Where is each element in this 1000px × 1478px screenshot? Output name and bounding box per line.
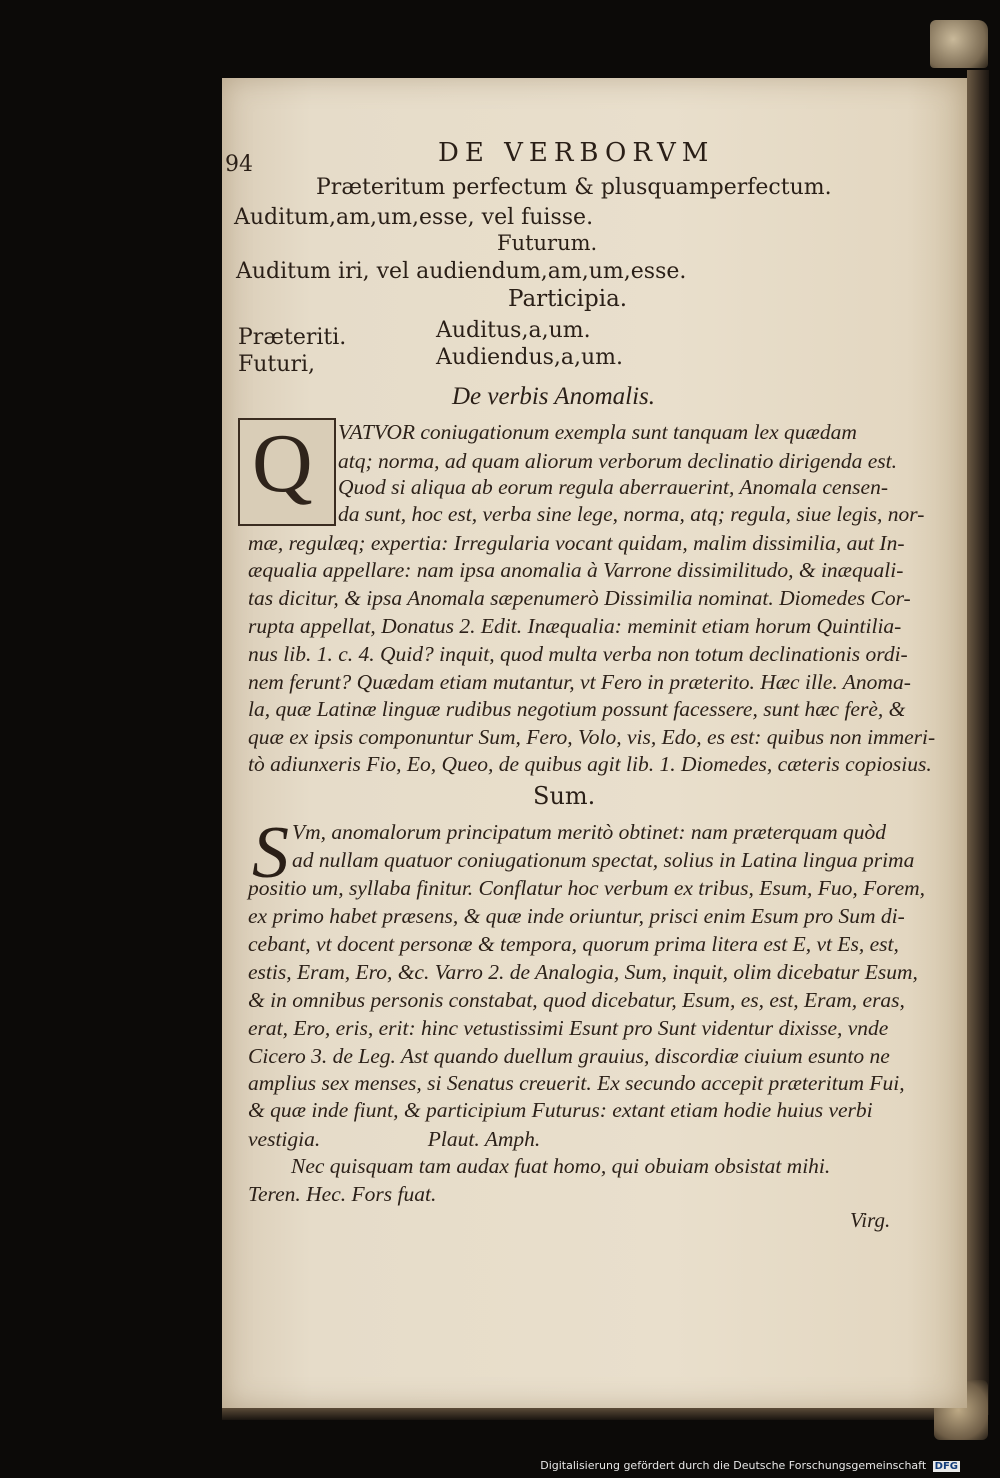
perfect-heading: Præteritum perfectum & plusquamperfectum.: [316, 175, 832, 200]
text-line: & in omnibus personis constabat, quod dicebatur, Esum, es, est, Eram, eras,: [248, 988, 905, 1012]
text-line: vestigia. Plaut. Amph.: [248, 1127, 541, 1151]
future-form: Auditum iri, vel audiendum,am,um,esse.: [236, 259, 687, 284]
text-line: Vm, anomalorum principatum meritò obtinet: nam præterquam quòd: [292, 820, 887, 844]
text-line: atq; norma, ad quam aliorum verborum declinatio dirigenda est.: [338, 449, 897, 473]
text-line: cebant, vt docent personæ & tempora, quorum prima litera est E, vt Es, est,: [248, 932, 899, 956]
participle-label: Præteriti.: [238, 325, 347, 350]
drop-initial-s: S: [252, 812, 289, 894]
text-line: rupta appellat, Donatus 2. Edit. Inæqualia: meminit etiam horum Quintilia-: [248, 614, 902, 638]
text-line: ad nullam quatuor coniugationum spectat, solius in Latina lingua prima: [292, 848, 915, 872]
perfect-form: Auditum,am,um,esse, vel fuisse.: [234, 205, 594, 230]
credit-text: Digitalisierung gefördert durch die Deutsche Forschungsgemeinschaft: [540, 1459, 927, 1472]
drop-initial-q: [238, 418, 336, 526]
text-line: nus lib. 1. c. 4. Quid? inquit, quod multa verba non totum declinationis ordi-: [248, 642, 908, 666]
text-line: tas dicitur, & ipsa Anomala sæpenumerò Dissimilia nominat. Diomedes Cor-: [248, 586, 911, 610]
text-line: nem ferunt? Quædam etiam mutantur, vt Fero in præterito. Hæc ille. Anoma-: [248, 670, 911, 694]
section-heading-anomalis: De verbis Anomalis.: [452, 383, 655, 410]
participle-label: Futuri,: [238, 352, 315, 377]
text-line: Nec quisquam tam audax fuat homo, qui obuiam obsistat mihi.: [248, 1154, 831, 1178]
drop-initial-letter: Q: [252, 417, 313, 510]
catchword: Virg.: [850, 1208, 891, 1232]
page-number: 94: [225, 152, 253, 177]
page-edge-bottom: [222, 1408, 982, 1420]
participles-heading: Participia.: [508, 286, 628, 312]
text-line: da sunt, hoc est, verba sine lege, norma, atq; regula, siue legis, nor-: [338, 502, 925, 526]
text-line: quæ ex ipsis componuntur Sum, Fero, Volo, vis, Edo, es est: quibus non immeri-: [248, 725, 936, 749]
binding-tab-top: [930, 20, 988, 68]
participle-form: Audiendus,a,um.: [436, 345, 624, 370]
text-line: la, quæ Latinæ linguæ rudibus negotium possunt facessere, sunt hæc ferè, &: [248, 697, 906, 721]
text-line: Quod si aliqua ab eorum regula aberrauerint, Anomala censen-: [338, 475, 888, 499]
text-line: estis, Eram, Ero, &c. Varro 2. de Analogia, Sum, inquit, olim dicebatur Esum,: [248, 960, 918, 984]
section-heading-sum: Sum.: [533, 782, 596, 810]
dfg-logo: DFG: [934, 1461, 958, 1472]
running-title: DE VERBORVM: [438, 138, 715, 168]
future-heading: Futurum.: [497, 231, 598, 255]
text-line: ex primo habet præsens, & quæ inde oriuntur, prisci enim Esum pro Sum di-: [248, 904, 905, 928]
text-line: Cicero 3. de Leg. Ast quando duellum grauius, discordiæ ciuium esunto ne: [248, 1044, 890, 1068]
participle-form: Auditus,a,um.: [436, 318, 591, 343]
text-line: Teren. Hec. Fors fuat.: [248, 1182, 437, 1206]
digitization-credit: [540, 1459, 960, 1472]
text-line: & quæ inde fiunt, & participium Futurus: extant etiam hodie huius verbi: [248, 1098, 873, 1122]
text-line: tò adiunxeris Fio, Eo, Queo, de quibus agit lib. 1. Diomedes, cæteris copiosius.: [248, 752, 932, 776]
text-line: æqualia appellare: nam ipsa anomalia à Varrone dissimilitudo, & inæquali-: [248, 558, 904, 582]
text-line: VATVOR coniugationum exempla sunt tanquam lex quædam: [338, 420, 857, 444]
text-line: amplius sex menses, si Senatus creuerit. Ex secundo accepit præteritum Fui,: [248, 1071, 905, 1095]
page-edge-right: [967, 70, 989, 1415]
text-line: positio um, syllaba finitur. Conflatur hoc verbum ex tribus, Esum, Fuo, Forem,: [248, 876, 926, 900]
text-line: mæ, regulæq; expertia: Irregularia vocant quidam, malim dissimilia, aut In-: [248, 531, 905, 555]
text-line: erat, Ero, eris, erit: hinc vetustissimi Esunt pro Sunt videntur dixisse, vnde: [248, 1016, 889, 1040]
